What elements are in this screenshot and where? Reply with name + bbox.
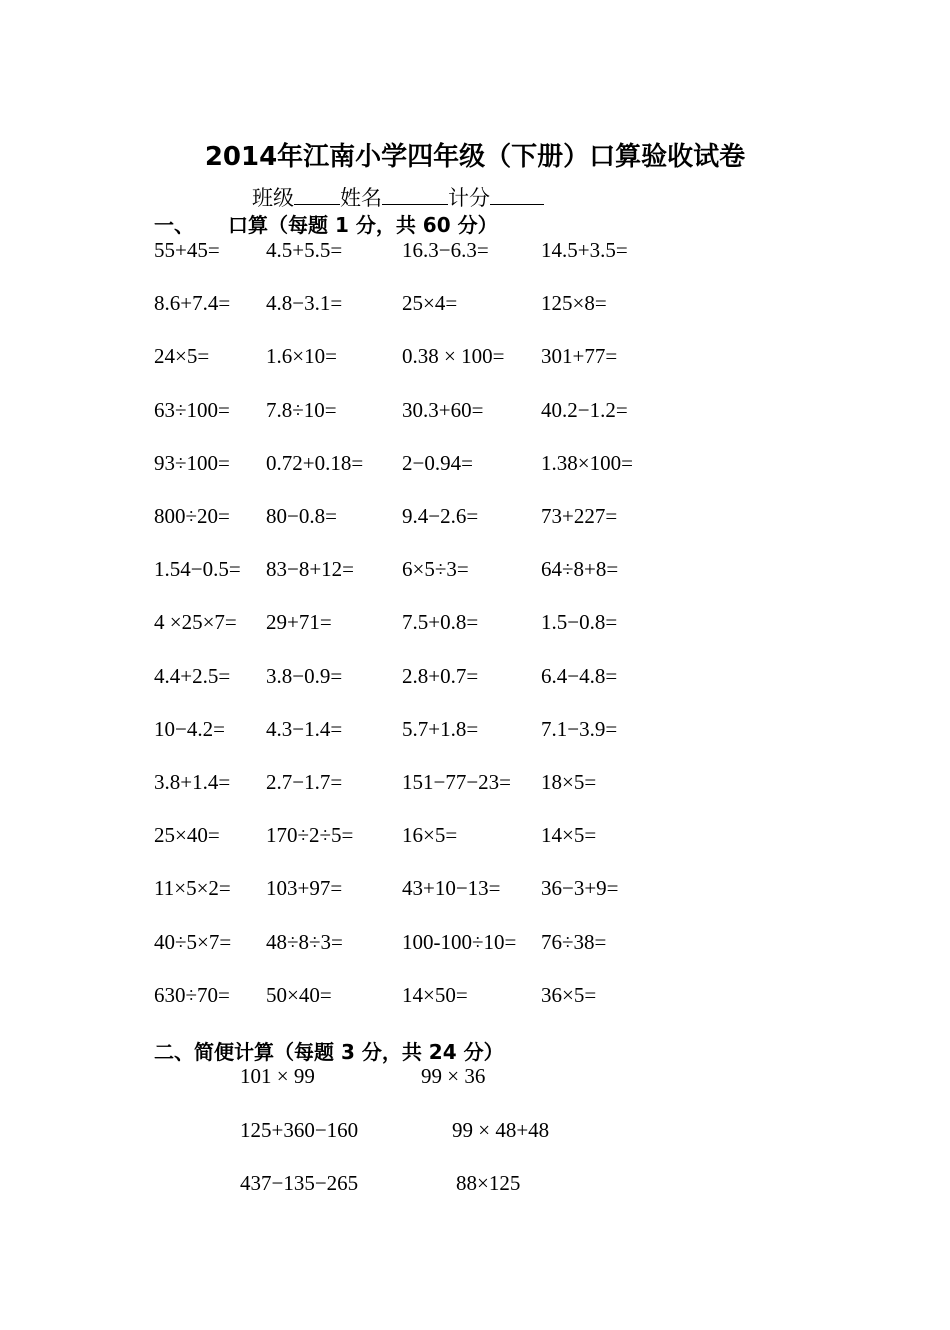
problem: 93÷100= bbox=[154, 450, 230, 475]
problem: 103+97= bbox=[266, 876, 343, 901]
calculation-problem: 99 × 36 bbox=[421, 1064, 486, 1088]
problem: 4.4+2.5= bbox=[154, 663, 231, 688]
problem: 1.6×10= bbox=[266, 344, 337, 369]
problem: 14.5+3.5= bbox=[541, 238, 628, 262]
problem: 100-100÷10= bbox=[402, 929, 517, 954]
calculation-problem: 99 × 48+48 bbox=[452, 1117, 550, 1142]
problem: 125×8= bbox=[541, 291, 607, 316]
problem: 2−0.94= bbox=[402, 450, 473, 475]
problem: 16×5= bbox=[402, 823, 458, 848]
problem: 25×40= bbox=[154, 823, 220, 848]
problem: 18×5= bbox=[541, 770, 597, 794]
problem: 76÷38= bbox=[541, 929, 607, 954]
problem: 43+10−13= bbox=[402, 876, 501, 901]
problem: 170÷2÷5= bbox=[266, 823, 354, 848]
problem: 7.5+0.8= bbox=[402, 610, 479, 635]
class-label: 班级 bbox=[252, 186, 294, 210]
class-blank[interactable] bbox=[294, 184, 340, 205]
calculation-problem: 437−135−265 bbox=[240, 1171, 359, 1195]
problem: 6×5÷3= bbox=[402, 557, 469, 582]
problem: 48÷8÷3= bbox=[266, 929, 343, 954]
problem: 4.8−3.1= bbox=[266, 291, 343, 316]
problem: 800÷20= bbox=[154, 504, 230, 528]
section-1-title: 口算（每题 1 分，共 60 分） bbox=[228, 213, 498, 237]
problem: 7.1−3.9= bbox=[541, 716, 618, 741]
calculation-problem: 101 × 99 bbox=[240, 1064, 315, 1088]
problem: 80−0.8= bbox=[266, 504, 337, 528]
problem: 1.54−0.5= bbox=[154, 557, 241, 582]
problem: 24×5= bbox=[154, 344, 210, 369]
problem: 8.6+7.4= bbox=[154, 291, 231, 316]
name-label: 姓名 bbox=[340, 186, 382, 210]
section-2-heading: 二、简便计算（每题 3 分，共 24 分） bbox=[154, 1040, 504, 1064]
problem: 36−3+9= bbox=[541, 876, 619, 901]
section-1-heading bbox=[154, 209, 498, 238]
problem: 16.3−6.3= bbox=[402, 238, 489, 262]
problem: 0.72+0.18= bbox=[266, 450, 364, 475]
problem: 63÷100= bbox=[154, 397, 230, 422]
problem: 7.8÷10= bbox=[266, 397, 337, 422]
problem: 151−77−23= bbox=[402, 770, 512, 794]
problem: 11×5×2= bbox=[154, 876, 231, 901]
calculation-problem: 125+360−160 bbox=[240, 1117, 359, 1142]
problem: 14×50= bbox=[402, 982, 468, 1007]
student-info-line bbox=[252, 182, 544, 212]
problem: 64÷8+8= bbox=[541, 557, 619, 582]
problem: 4 ×25×7= bbox=[154, 610, 237, 635]
problem: 2.8+0.7= bbox=[402, 663, 479, 688]
problem: 73+227= bbox=[541, 504, 618, 528]
name-blank[interactable] bbox=[382, 184, 448, 205]
problem: 4.5+5.5= bbox=[266, 238, 343, 262]
problem: 0.38 × 100= bbox=[402, 344, 505, 369]
problem: 1.5−0.8= bbox=[541, 610, 618, 635]
problem: 630÷70= bbox=[154, 982, 230, 1007]
section-1-number: 一、 bbox=[154, 213, 194, 237]
problem: 301+77= bbox=[541, 344, 618, 369]
problem: 3.8+1.4= bbox=[154, 770, 231, 794]
problem: 36×5= bbox=[541, 982, 597, 1007]
problem: 55+45= bbox=[154, 238, 220, 262]
problem: 6.4−4.8= bbox=[541, 663, 618, 688]
score-label: 计分 bbox=[448, 186, 490, 210]
problem: 2.7−1.7= bbox=[266, 770, 343, 794]
problem: 3.8−0.9= bbox=[266, 663, 343, 688]
problem: 83−8+12= bbox=[266, 557, 355, 582]
problem: 1.38×100= bbox=[541, 450, 633, 475]
problem: 50×40= bbox=[266, 982, 332, 1007]
problem: 40÷5×7= bbox=[154, 929, 232, 954]
problem: 29+71= bbox=[266, 610, 332, 635]
problem: 10−4.2= bbox=[154, 716, 225, 741]
problem: 9.4−2.6= bbox=[402, 504, 479, 528]
problem: 30.3+60= bbox=[402, 397, 484, 422]
problem: 14×5= bbox=[541, 823, 597, 848]
problem: 4.3−1.4= bbox=[266, 716, 343, 741]
problem: 25×4= bbox=[402, 291, 458, 316]
problem: 5.7+1.8= bbox=[402, 716, 479, 741]
problem: 40.2−1.2= bbox=[541, 397, 628, 422]
calculation-problem: 88×125 bbox=[456, 1171, 521, 1195]
score-blank[interactable] bbox=[490, 184, 544, 205]
page-title: 2014年江南小学四年级（下册）口算验收试卷 bbox=[204, 142, 746, 172]
